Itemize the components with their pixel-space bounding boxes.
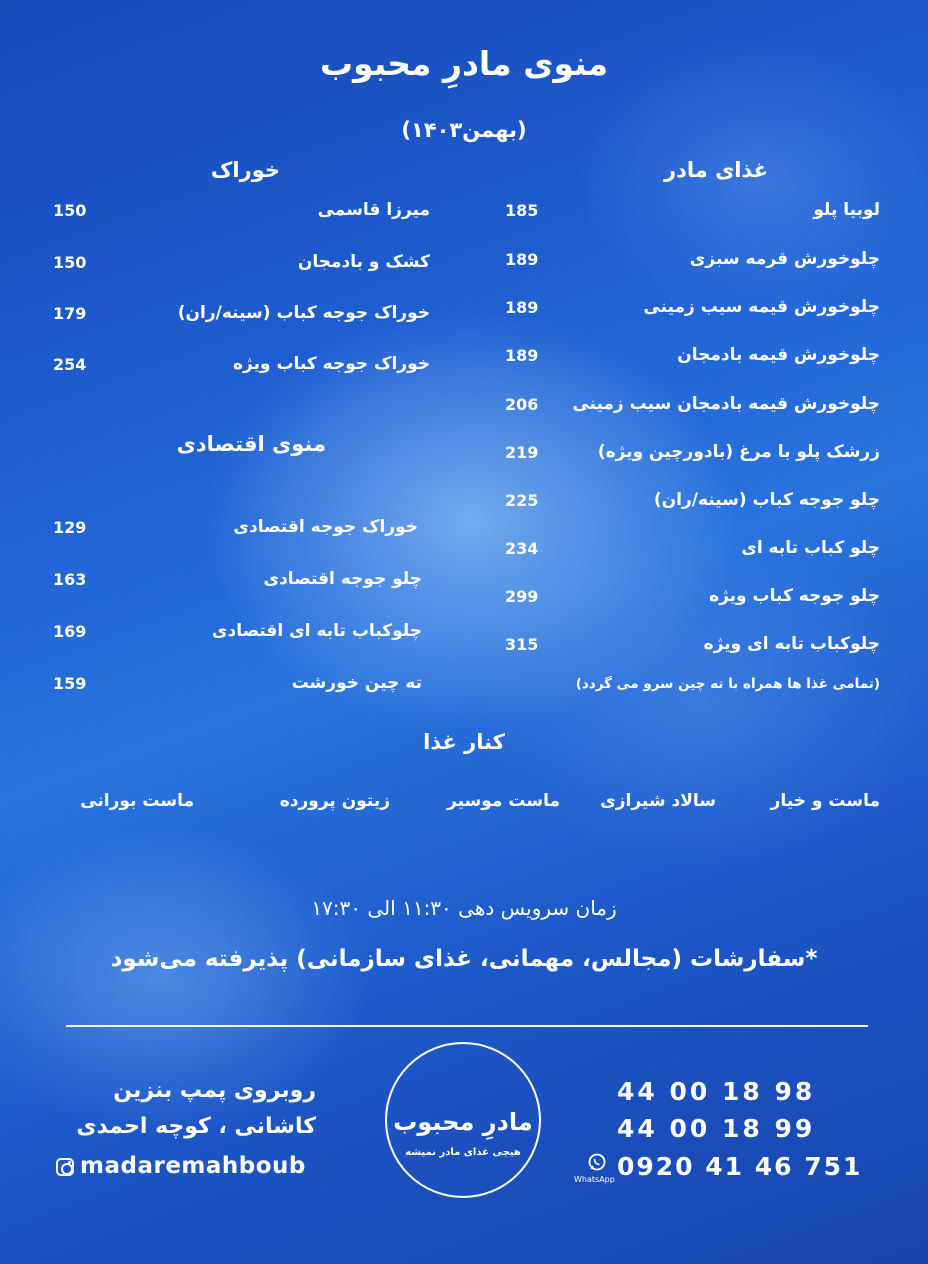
menu-item-name: چلوکباب تابه ای ویژه xyxy=(703,634,880,654)
side-item: زیتون پرورده xyxy=(279,791,390,811)
side-item: ماست و خیار xyxy=(770,791,880,811)
menu-item-price: 254 xyxy=(53,355,87,374)
menu-item-price: 150 xyxy=(53,253,87,272)
whatsapp-icon xyxy=(588,1153,606,1171)
phone-number[interactable]: 44 00 18 99 xyxy=(617,1114,816,1143)
mother-food-note: (تمامی غذا ها همراه با ته چین سرو می گردد) xyxy=(575,676,880,692)
menu-item-price: 225 xyxy=(505,491,539,510)
menu-item-price: 163 xyxy=(53,570,87,589)
whatsapp-label: WhatsApp xyxy=(574,1175,615,1184)
address-line-2: کاشانی ، کوچه احمدی xyxy=(76,1114,316,1139)
orders-notice: *سفارشات (مجالس، مهمانی، غذای سازمانی) پذیرفته می‌شود xyxy=(110,946,818,972)
side-item: ماست بورانی xyxy=(80,791,194,811)
menu-item-price: 159 xyxy=(53,674,87,693)
service-hours: زمان سرویس دهی ۱۱:۳۰ الی ۱۷:۳۰ xyxy=(311,896,617,920)
menu-item-name: چلو کباب تابه ای xyxy=(741,538,880,558)
menu-item-price: 219 xyxy=(505,443,539,462)
menu-item-price: 299 xyxy=(505,587,539,606)
menu-item-name: خوراک جوجه اقتصادی xyxy=(233,517,418,537)
instagram-icon xyxy=(56,1158,74,1176)
menu-item-price: 315 xyxy=(505,635,539,654)
menu-item-price: 234 xyxy=(505,539,539,558)
menu-item-name: چلو جوجه اقتصادی xyxy=(263,569,422,589)
menu-title: منوی مادرِ محبوب xyxy=(319,44,609,83)
menu-item-name: چلوخورش قیمه بادمجان سیب زمینی xyxy=(572,394,880,414)
menu-item-price: 150 xyxy=(53,201,87,220)
menu-item-name: چلو جوجه کباب (سینه/ران) xyxy=(653,490,880,510)
menu-item-name: چلو جوجه کباب ویژه xyxy=(709,586,880,606)
logo-name: مادرِ محبوب xyxy=(393,1108,533,1136)
menu-item-name: لوبیا پلو xyxy=(813,200,880,220)
menu-item-price: 189 xyxy=(505,250,539,269)
menu-item-price: 185 xyxy=(505,201,539,220)
menu-subtitle: (بهمن۱۴۰۳) xyxy=(401,118,527,142)
menu-item-name: میرزا قاسمی xyxy=(317,200,430,220)
menu-item-name: چلوخورش قیمه بادمجان xyxy=(677,345,880,365)
menu-item-price: 179 xyxy=(53,304,87,323)
menu-item-price: 169 xyxy=(53,622,87,641)
menu-item-price: 189 xyxy=(505,346,539,365)
menu-item-name: کشک و بادمجان xyxy=(297,252,430,272)
menu-item-name: چلوکباب تابه ای اقتصادی xyxy=(211,621,422,641)
menu-item-name: چلوخورش قیمه سیب زمینی xyxy=(643,297,880,317)
instagram-handle[interactable]: madaremahboub xyxy=(80,1153,306,1179)
section-title-sides: کنار غذا xyxy=(423,730,505,754)
section-title-economy: منوی اقتصادی xyxy=(176,432,326,456)
menu-item-name: خوراک جوجه کباب ویژه xyxy=(232,354,430,374)
logo-tagline: هیچی غذای مادر نمیشه xyxy=(405,1147,521,1158)
section-title-mother-food: غذای مادر xyxy=(664,158,768,182)
divider xyxy=(66,1025,868,1027)
menu-item-price: 189 xyxy=(505,298,539,317)
menu-item-price: 129 xyxy=(53,518,87,537)
menu-item-name: زرشک پلو با مرغ (بادورچین ویژه) xyxy=(597,442,880,462)
menu-item-price: 206 xyxy=(505,395,539,414)
address-line-1: روبروی پمپ بنزین xyxy=(113,1078,316,1103)
side-item: سالاد شیرازی xyxy=(600,791,716,811)
menu-item-name: ته چین خورشت xyxy=(291,673,422,693)
menu-item-name: چلوخورش قرمه سبزی xyxy=(689,249,880,269)
menu-item-name: خوراک جوجه کباب (سینه/ران) xyxy=(177,303,430,323)
section-title-khorak: خوراک xyxy=(210,158,280,182)
phone-number[interactable]: 44 00 18 98 xyxy=(617,1077,816,1106)
side-item: ماست موسیر xyxy=(447,791,560,811)
mobile-number[interactable]: 0920 41 46 751 xyxy=(617,1152,863,1181)
